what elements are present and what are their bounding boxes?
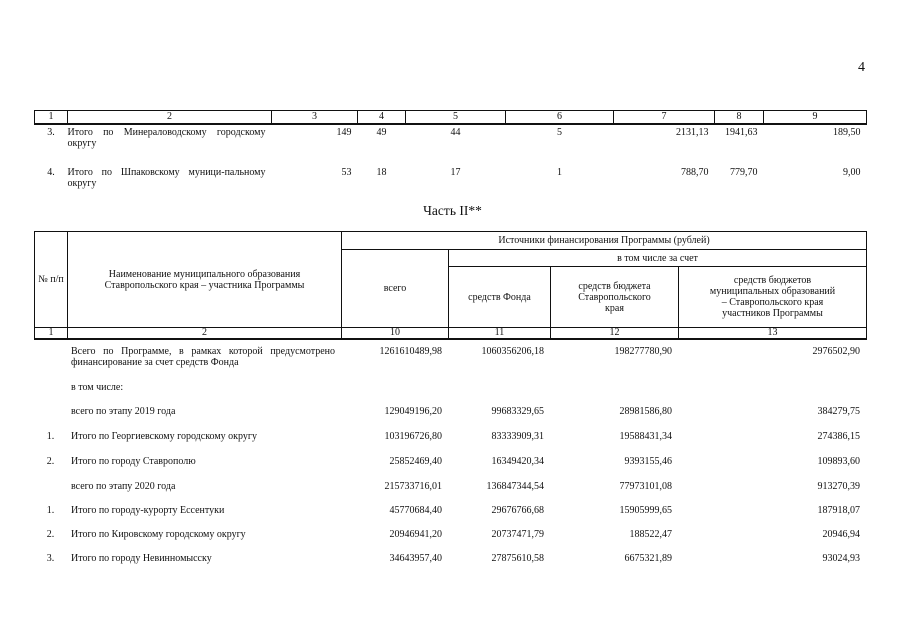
cell-value: 779,70 bbox=[730, 167, 758, 178]
region-value: 6675321,89 bbox=[624, 553, 672, 564]
fund-value: 99683329,65 bbox=[491, 406, 544, 417]
row-label: Итого по Кировскому городскому округу bbox=[71, 529, 246, 540]
col-number: 1 bbox=[35, 111, 68, 125]
cell-value: 53 bbox=[341, 167, 352, 178]
total-value: 129049196,20 bbox=[384, 406, 442, 417]
table-row bbox=[34, 431, 866, 456]
region-value: 9393155,46 bbox=[624, 456, 672, 467]
total-value: 34643957,40 bbox=[389, 553, 442, 564]
row-label: в том числе: bbox=[71, 382, 124, 393]
col-number: 5 bbox=[406, 111, 506, 125]
row-number: 2. bbox=[46, 456, 55, 467]
summary-table-part1 bbox=[34, 110, 867, 205]
col-number: 3 bbox=[272, 111, 358, 125]
region-value: 188522,47 bbox=[629, 529, 672, 540]
row-number: 2. bbox=[46, 529, 55, 540]
total-value: 1261610489,98 bbox=[379, 346, 442, 357]
financing-table-body bbox=[34, 346, 866, 577]
col-number: 7 bbox=[614, 111, 715, 125]
region-value: 77973101,08 bbox=[619, 481, 672, 492]
municipal-value: 384279,75 bbox=[817, 406, 860, 417]
col-number: 4 bbox=[358, 111, 406, 125]
region-value: 28981586,80 bbox=[619, 406, 672, 417]
total-value: 215733716,01 bbox=[384, 481, 442, 492]
row-label: Итого по городу-курорту Ессентуки bbox=[71, 505, 225, 516]
header-number: № п/п bbox=[35, 232, 68, 328]
region-value: 15905999,65 bbox=[619, 505, 672, 516]
col-number: 8 bbox=[715, 111, 764, 125]
col-number: 6 bbox=[506, 111, 614, 125]
header-region-budget: средств бюджета Ставропольского края bbox=[551, 267, 679, 328]
row-number: 4. bbox=[47, 167, 55, 178]
cell-value: 49 bbox=[376, 127, 387, 138]
row-label: Итого по городу Невинномысску bbox=[71, 553, 212, 564]
col-number: 10 bbox=[342, 328, 449, 340]
cell-value: 18 bbox=[376, 167, 387, 178]
column-number-row bbox=[35, 111, 867, 125]
row-number: 1. bbox=[46, 431, 55, 442]
col-number: 1 bbox=[35, 328, 68, 340]
header-fund: средств Фонда bbox=[449, 267, 551, 328]
cell-value: 149 bbox=[336, 127, 352, 138]
section-title: Часть II** bbox=[423, 203, 482, 218]
municipal-value: 187918,07 bbox=[817, 505, 860, 516]
table-row bbox=[35, 124, 867, 165]
total-value: 25852469,40 bbox=[389, 456, 442, 467]
cell-value: 44 bbox=[450, 127, 461, 138]
row-number: 3. bbox=[47, 127, 55, 138]
col-number: 11 bbox=[449, 328, 551, 340]
total-value: 103196726,80 bbox=[384, 431, 442, 442]
table-row bbox=[34, 456, 866, 481]
row-label: Итого по городу Ставрополю bbox=[71, 456, 196, 467]
row-number bbox=[34, 382, 67, 406]
row-label: всего по этапу 2020 года bbox=[71, 481, 176, 492]
page-number: 4 bbox=[858, 60, 865, 75]
cell-value: 189,50 bbox=[833, 127, 861, 138]
municipality-name: Итого по Минераловодскому городскому округу bbox=[67, 127, 266, 149]
table-row bbox=[34, 406, 866, 431]
fund-value: 29676766,68 bbox=[491, 505, 544, 516]
cell-value: 5 bbox=[557, 127, 562, 138]
fund-value bbox=[448, 382, 550, 406]
row-number bbox=[34, 346, 67, 382]
table-row bbox=[35, 165, 867, 205]
municipal-value: 2976502,90 bbox=[812, 346, 860, 357]
header-including: в том числе за счет bbox=[449, 250, 867, 267]
table-row bbox=[34, 346, 866, 382]
cell-value: 788,70 bbox=[681, 167, 709, 178]
municipality-name: Итого по Шпаковскому муници-пальному округу bbox=[67, 167, 266, 189]
header-municipal-budget: средств бюджетов муниципальных образований – Ставропольского края участников Программы bbox=[679, 267, 867, 328]
header-municipality: Наименование муниципального образования Ставропольского края – участника Программы bbox=[68, 232, 342, 328]
header-sources: Источники финансирования Программы (рублей) bbox=[342, 232, 867, 250]
row-label: всего по этапу 2019 года bbox=[71, 406, 176, 417]
total-value bbox=[341, 382, 448, 406]
row-label: Итого по Георгиевскому городскому округу bbox=[71, 431, 258, 442]
col-number: 13 bbox=[679, 328, 867, 340]
cell-value: 2131,13 bbox=[676, 127, 709, 138]
total-value: 45770684,40 bbox=[389, 505, 442, 516]
header-total: всего bbox=[342, 250, 449, 328]
row-number bbox=[34, 406, 67, 431]
table-row bbox=[34, 529, 866, 553]
row-number bbox=[34, 481, 67, 505]
cell-value: 1941,63 bbox=[725, 127, 758, 138]
col-number: 2 bbox=[68, 111, 272, 125]
municipal-value bbox=[678, 382, 866, 406]
col-number: 2 bbox=[68, 328, 342, 340]
region-value: 198277780,90 bbox=[614, 346, 672, 357]
cell-value: 17 bbox=[450, 167, 461, 178]
row-number: 3. bbox=[46, 553, 55, 564]
financing-table-header bbox=[34, 231, 867, 340]
row-number: 1. bbox=[46, 505, 55, 516]
col-number: 12 bbox=[551, 328, 679, 340]
total-value: 20946941,20 bbox=[389, 529, 442, 540]
municipal-value: 93024,93 bbox=[822, 553, 860, 564]
municipal-value: 274386,15 bbox=[817, 431, 860, 442]
fund-value: 136847344,54 bbox=[486, 481, 544, 492]
fund-value: 1060356206,18 bbox=[481, 346, 544, 357]
cell-value: 9,00 bbox=[843, 167, 861, 178]
region-value bbox=[550, 382, 678, 406]
fund-value: 27875610,58 bbox=[491, 553, 544, 564]
municipal-value: 913270,39 bbox=[817, 481, 860, 492]
table-row bbox=[34, 505, 866, 529]
table-row bbox=[34, 553, 866, 577]
region-value: 19588431,34 bbox=[619, 431, 672, 442]
table-row bbox=[34, 382, 866, 406]
col-number: 9 bbox=[764, 111, 867, 125]
fund-value: 83333909,31 bbox=[491, 431, 544, 442]
fund-value: 20737471,79 bbox=[491, 529, 544, 540]
municipal-value: 20946,94 bbox=[822, 529, 860, 540]
fund-value: 16349420,34 bbox=[491, 456, 544, 467]
cell-value: 1 bbox=[557, 167, 562, 178]
row-label: Всего по Программе, в рамках которой предусмотрено финансирование за счет средств Фонда bbox=[71, 346, 335, 368]
municipal-value: 109893,60 bbox=[817, 456, 860, 467]
table-row bbox=[34, 481, 866, 505]
